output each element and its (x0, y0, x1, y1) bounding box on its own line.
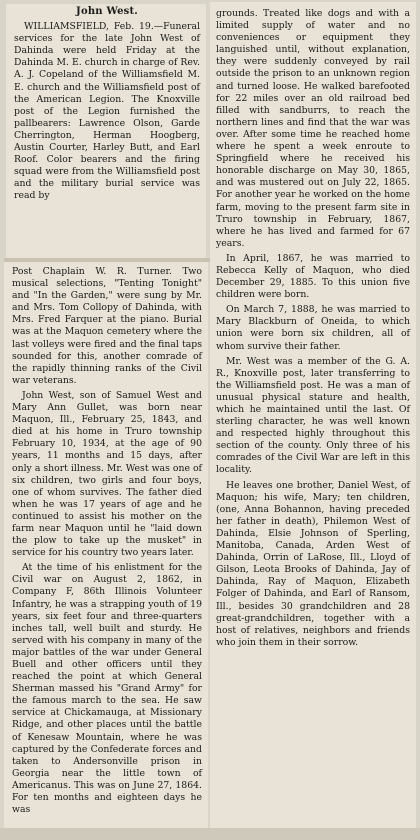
paragraph-biography: John West, son of Samuel West and Mary Ann Gullet, was born near Maquon, Ill., February 25, 1843, and died at his home in Truro township February 10, 1934, at the age of 90 years, 11 months and 15 days, after only a short illness. Mr. West was one of six children, two girls and four boys, one of whom survives. The father died when he was 17 years of age and he continued to assist his mother on the farm near Maquon until he "laid down the plow to take up the musket" in service for his country two years later. (12, 389, 202, 559)
paragraph-survivors: He leaves one brother, Daniel West, of Maquon; his wife, Mary; ten children, (one, Anna Bohannon, having preceded her father in death), Philemon West of Dahinda, Elsie Johnson of Sperling, Manitoba, Canada, Arden West of Dahinda, Orrin of LaRose, Ill., Lloyd of Gilson, Leota Brooks of Dahinda, Jay of Dahinda, Ray of Maquon, Elizabeth Folger of Dahinda, and Earl of Ransom, Ill., besides 30 grandchildren and 28 great-grandchildren, together with a host of relatives, neighbors and friends who join them in their sorrow. (216, 479, 410, 648)
obituary-headline: John West. (76, 6, 138, 17)
paragraph-first-marriage: In April, 1867, he was married to Rebecca Kelly of Maquon, who died December 29, 1885. To this union five children were born. (216, 252, 410, 301)
left-column-bottom (4, 262, 208, 828)
paragraph-civil-war-service: At the time of his enlistment for the Civil war on August 2, 1862, in Company F, 86th Illinois Volunteer Infantry, he was a strapping youth of 19 years, six feet four and three-quarters inches tall, well built and sturdy. He served with his company in many of the major battles of the war under General Buell and other officers until they reached the point at which General Sherman massed his "Grand Army" for the famous march to the sea. He saw service at Chickamauga, at Missionary Ridge, and other places until the battle of Kenesaw Mountain, where he was captured by the Confederate forces and taken to Andersonville prison in Georgia near the little town of Americanus. This was on June 27, 1864. For ten months and eighteen days he was (12, 562, 202, 816)
paragraph-musical-selections: Post Chaplain W. R. Turner. Two musical selections, "Tenting Tonight" and "In the Garden," were sung by Mr. and Mrs. Tom Collopy of Dahinda, with Mrs. Fred Farquer at the piano. Burial was at the Maquon cemetery where the last volleys were fired and the final taps sounded for this, another comrade of the rapidly thinning ranks of the Civil war veterans. (12, 266, 202, 386)
paragraph-second-marriage: On March 7, 1888, he was married to Mary Blackburn of Oneida, to which union were born six children, all of whom survive their father. (216, 304, 410, 352)
paragraph-prison-release: grounds. Treated like dogs and with a limited supply of water and no conveniences or equipment they languished until, without explanation, they were suddenly conveyed by rail outside the prison to an unknown region and turned loose. He walked barefooted for 22 miles over an old railroad bed filled with sandburrs, to reach the northern lines and find that the war was over. After some time he reached home where he spent a week enroute to Springfield where he received his honorable discharge on May 30, 1865, and was mustered out on July 22, 1865. For another year he worked on the home farm, moving to the present farm site in Truro township in February, 1867, where he has lived and farmed for 67 years. (216, 8, 410, 249)
paragraph-gar-membership: Mr. West was a member of the G. A. R., Knoxville post, later transferring to the Williamsfield post. He was a man of unusual physical stature and health, which he maintained until the last. Of sterling character, he was well known and respected highly throughout this section of the county. Only three of his comrades of the Civil War are left in this locality. (216, 355, 410, 476)
left-column-top (6, 4, 206, 259)
paragraph-funeral-services: WILLIAMSFIELD, Feb. 19.—Funeral services for the late John West of Dahinda were held Friday at the Dahinda M. E. church in charge of Rev. A. J. Copeland of the Williamsfield M. E. church and the Williamsfield post of the American Legion. The Knoxville post of the Legion furnished the pallbearers: Lawrence Olson, Garde Cherrington, Herman Hoogberg, Austin Courter, Harley Butt, and Earl Roof. Color bearers and the firing squad were from the Williamsfield post and the military burial service was read by (14, 21, 200, 202)
right-column (210, 2, 416, 828)
scan-bottom-edge (0, 828, 420, 840)
